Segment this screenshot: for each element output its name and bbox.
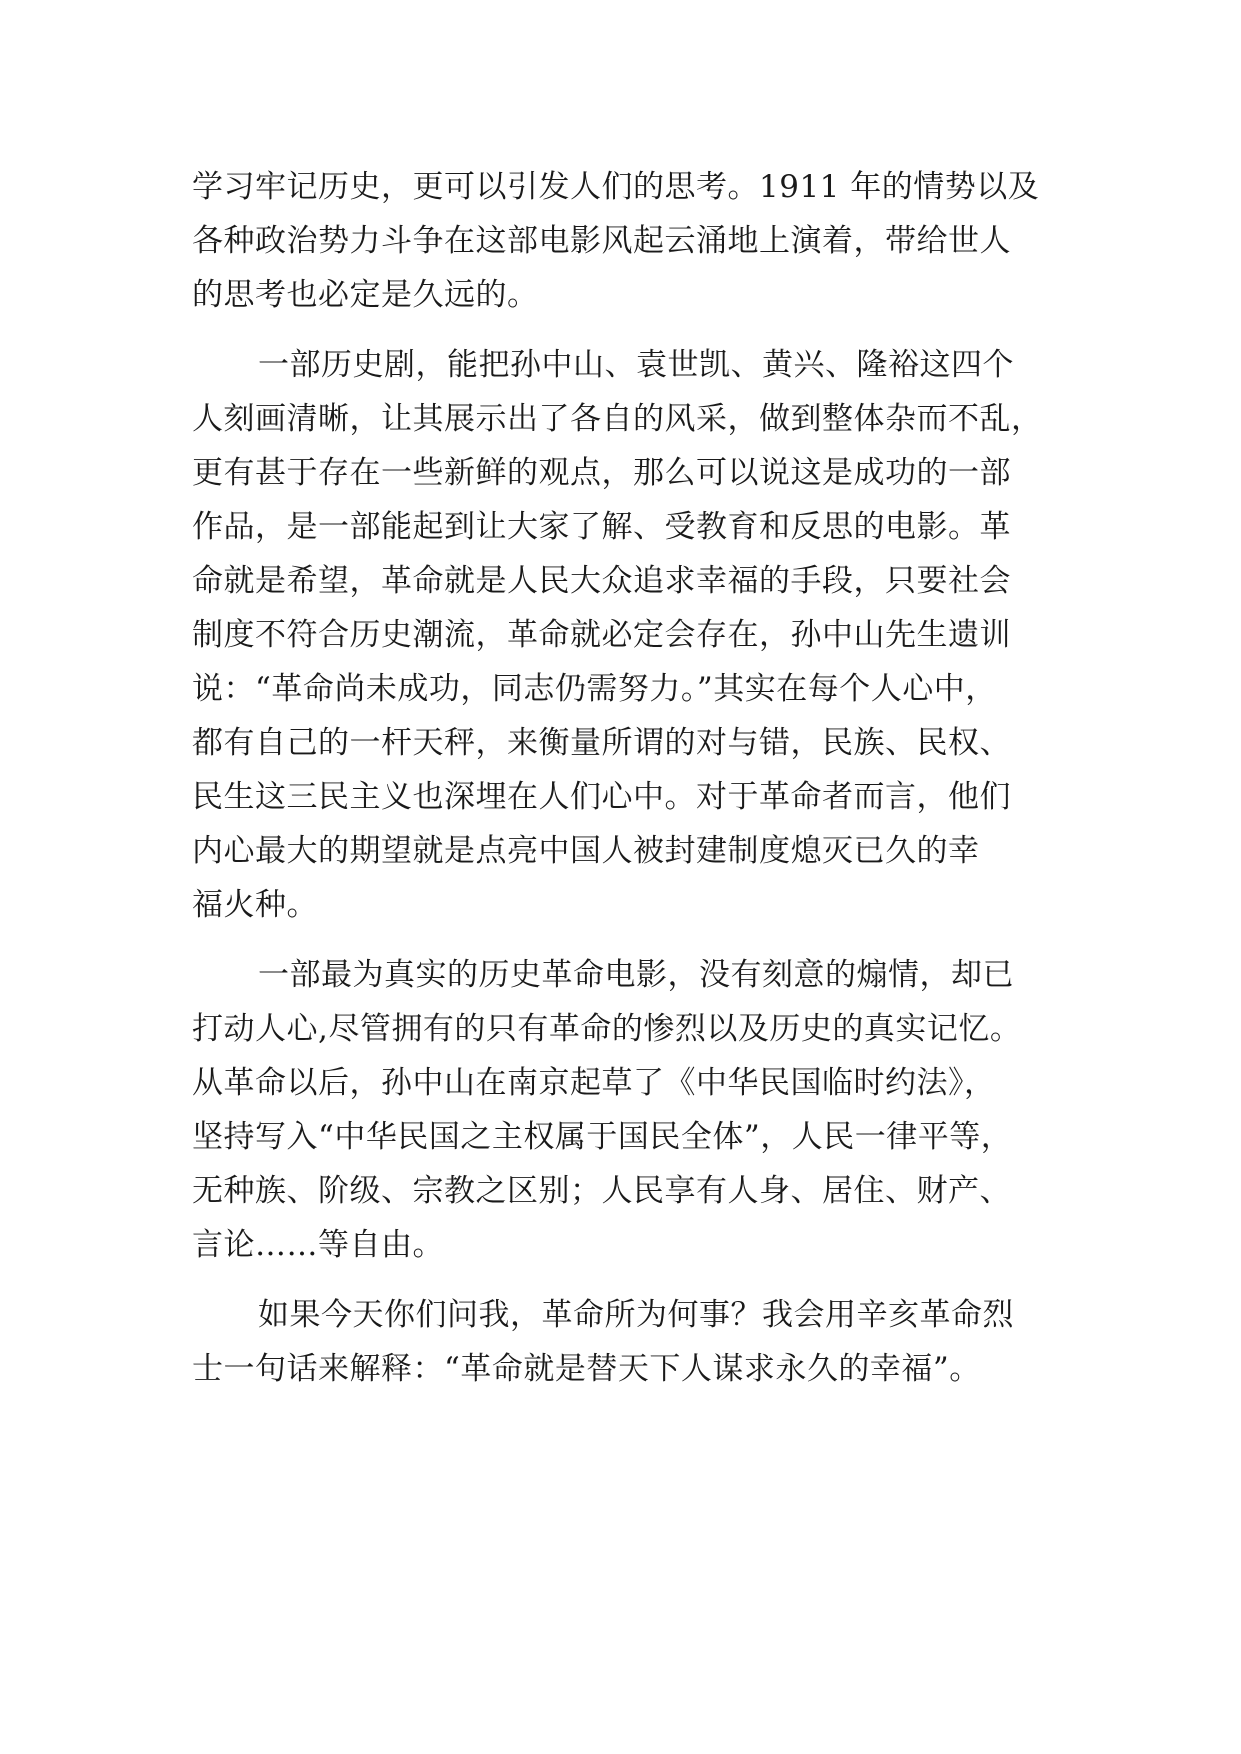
paragraph-line: 制度不符合历史潮流，革命就必定会存在，孙中山先生遗训 <box>192 617 1011 653</box>
paragraph-line: 更有甚于存在一些新鲜的观点，那么可以说这是成功的一部 <box>192 455 1011 491</box>
document-body <box>192 160 1072 1396</box>
paragraph-line: 从革命以后，孙中山在南京起草了《中华民国临时约法》， <box>192 1065 996 1101</box>
paragraph-line: 说：“革命尚未成功，同志仍需努力。”其实在每个人心中， <box>192 671 997 707</box>
paragraph-gap <box>192 932 1072 948</box>
paragraph-line: 各种政治势力斗争在这部电影风起云涌地上演着，带给世人 <box>192 223 1011 259</box>
paragraph-line: 一部历史剧，能把孙中山、袁世凯、黄兴、隆裕这四个 <box>258 347 1014 383</box>
paragraph-3 <box>192 948 1072 1272</box>
paragraph-line: 坚持写入“中华民国之主权属于国民全体”，人民一律平等， <box>192 1119 1013 1155</box>
paragraph-line: 士一句话来解释：“革命就是替天下人谋求永久的幸福”。 <box>192 1351 981 1387</box>
paragraph-line: 学习牢记历史，更可以引发人们的思考。1911 年的情势以及 <box>192 169 1040 205</box>
paragraph-line: 福火种。 <box>192 887 318 923</box>
paragraph-line: 人刻画清晰，让其展示出了各自的风采，做到整体杂而不乱， <box>192 401 1043 437</box>
paragraph-line: 作品，是一部能起到让大家了解、受教育和反思的电影。革 <box>192 509 1011 545</box>
paragraph-line: 打动人心,尽管拥有的只有革命的惨烈以及历史的真实记忆。 <box>192 1011 1022 1047</box>
paragraph-line: 言论……等自由。 <box>192 1227 444 1263</box>
paragraph-gap <box>192 1272 1072 1288</box>
paragraph-1 <box>192 160 1072 322</box>
paragraph-line: 都有自己的一杆天秤，来衡量所谓的对与错，民族、民权、 <box>192 725 1011 761</box>
paragraph-4 <box>192 1288 1072 1396</box>
paragraph-line: 的思考也必定是久远的。 <box>192 277 539 313</box>
paragraph-line: 命就是希望，革命就是人民大众追求幸福的手段，只要社会 <box>192 563 1011 599</box>
paragraph-line: 内心最大的期望就是点亮中国人被封建制度熄灭已久的幸 <box>192 833 980 869</box>
paragraph-2 <box>192 338 1072 932</box>
paragraph-line: 无种族、阶级、宗教之区别；人民享有人身、居住、财产、 <box>192 1173 1011 1209</box>
paragraph-line: 如果今天你们问我，革命所为何事？我会用辛亥革命烈 <box>258 1297 1014 1333</box>
paragraph-gap <box>192 322 1072 338</box>
paragraph-line: 民生这三民主义也深埋在人们心中。对于革命者而言，他们 <box>192 779 1011 815</box>
paragraph-line: 一部最为真实的历史革命电影，没有刻意的煽情，却已 <box>258 957 1014 993</box>
